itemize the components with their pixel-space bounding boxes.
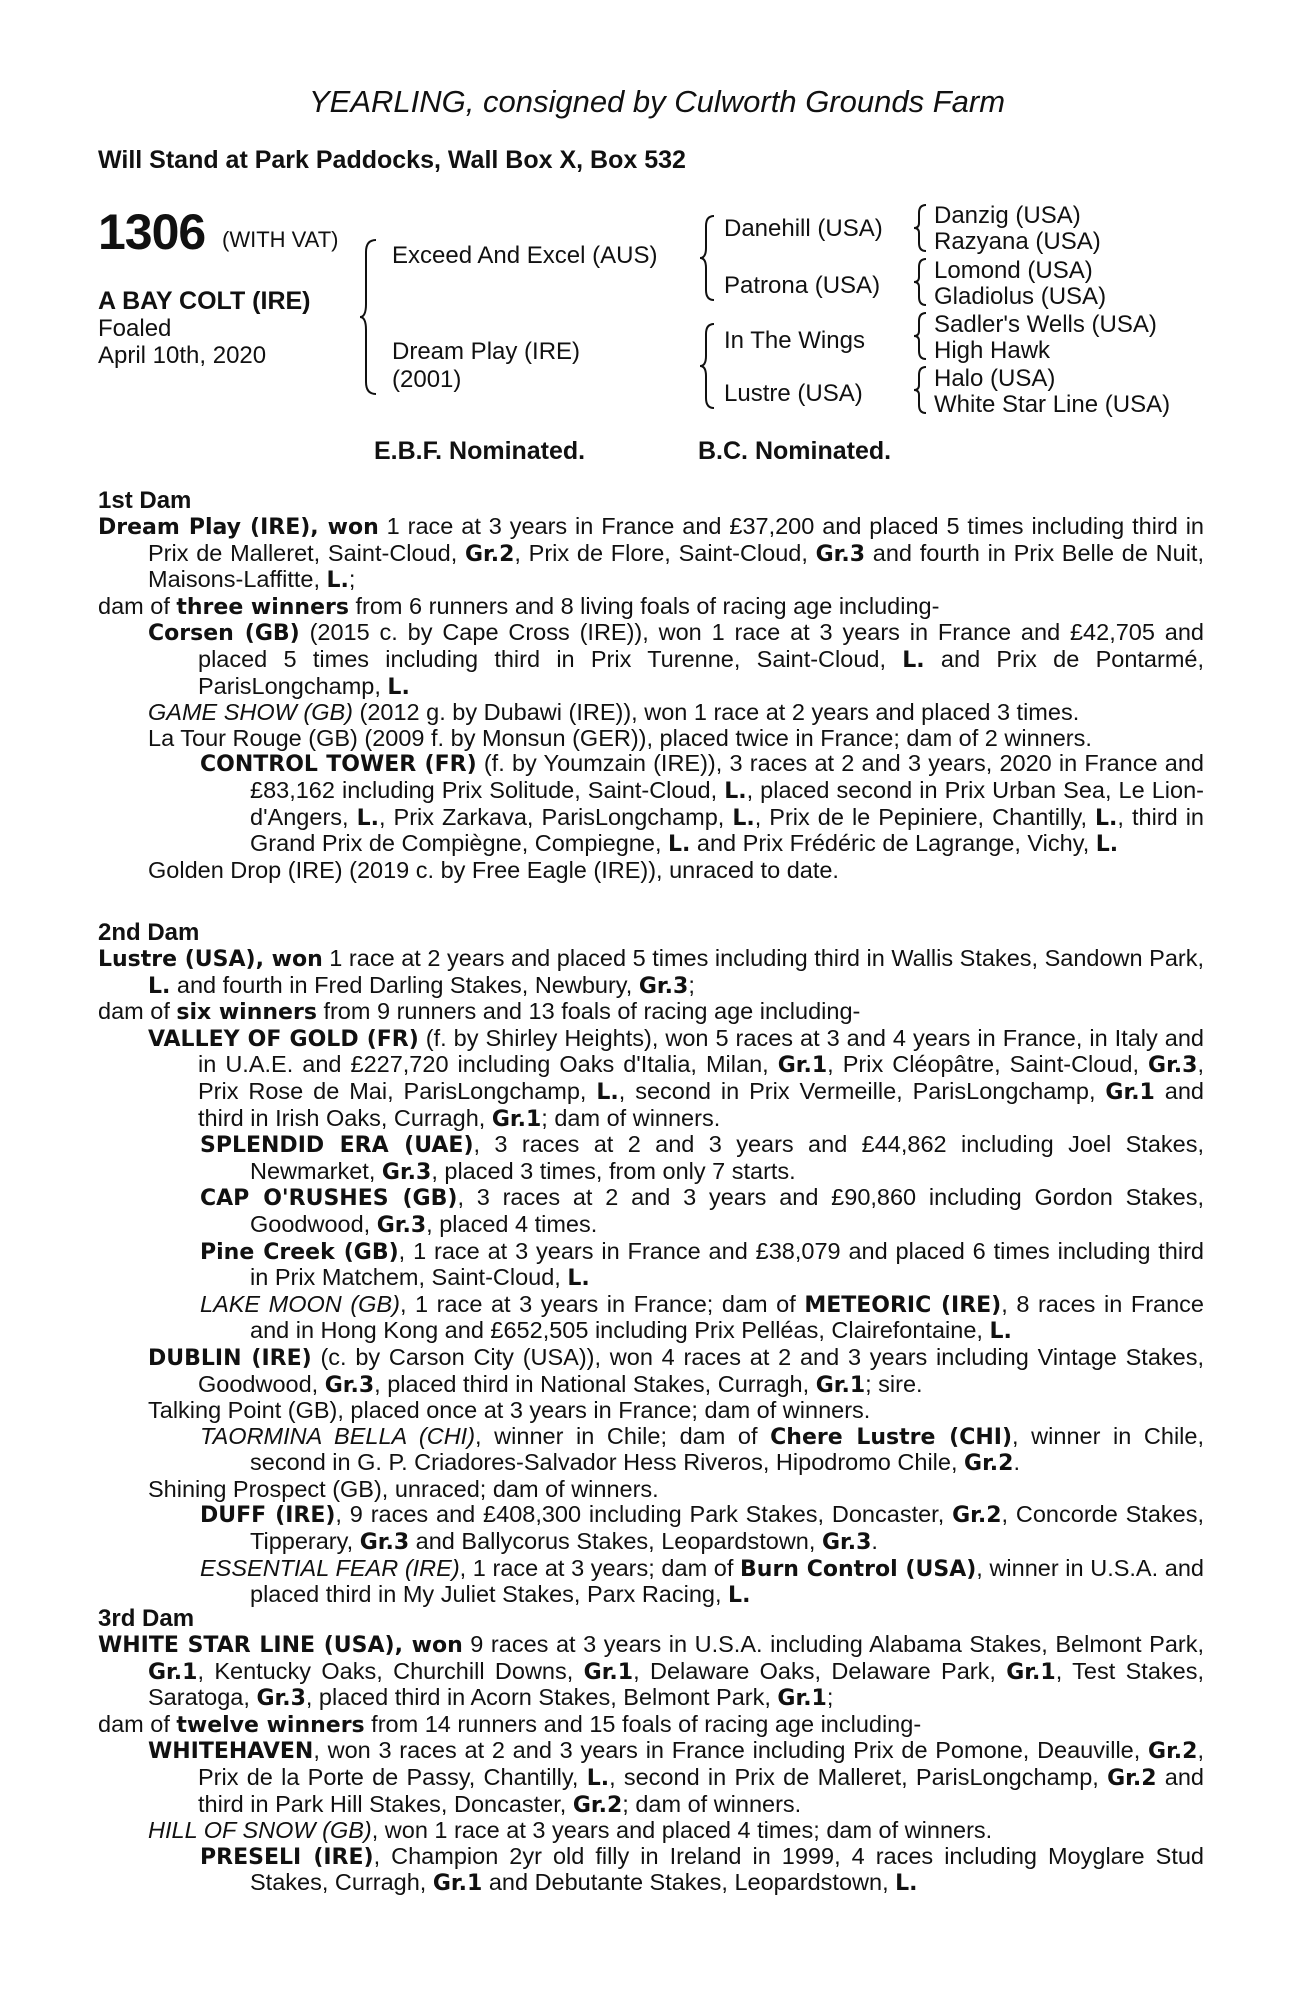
third-dam-record: WHITE STAR LINE (USA), won 9 races at 3 years in U.S.A. including Alabama Stakes, Belmont Park, Gr.1, Kentucky Oaks, Churchill Downs, Gr.1, Delaware Oaks, Delaware Park, Gr.1, Test Stakes, Saratoga, Gr.3, placed third in Acorn Stakes, Belmont Park, Gr.1; — [98, 1631, 1205, 1712]
dam-year: (2001) — [392, 366, 462, 393]
brace-g34 — [912, 257, 930, 307]
first-dam-section — [98, 488, 1204, 883]
produce-dublin: DUBLIN (IRE) (c. by Carson City (USA)), won 4 races at 2 and 3 years including Vintage Stakes, Goodwood, Gr.3, placed third in National Stakes, Curragh, Gr.1; sire. — [148, 1343, 1204, 1398]
foaled-info — [98, 315, 266, 369]
brace-main — [358, 238, 382, 396]
second-dam-heading: 2nd Dam — [98, 919, 200, 946]
ancestor-8: White Star Line (USA) — [934, 391, 1171, 418]
produce-game-show: GAME SHOW (GB) (2012 g. by Dubawi (IRE)), won 1 race at 2 years and placed 3 times. — [148, 699, 1080, 726]
second-dam-section — [98, 920, 1204, 1609]
produce-whitehaven: WHITEHAVEN, won 3 races at 2 and 3 years in France including Prix de Pomone, Deauville, Gr.2, Prix de la Porte de Passy, Chantilly, L., second in Prix de Malleret, ParisLongchamp, Gr.2 and third in Park Hill Stakes, Doncaster, Gr.2; dam of winners. — [148, 1737, 1204, 1818]
produce-control-tower: CONTROL TOWER (FR) (f. by Youmzain (IRE)), 3 races at 2 and 3 years, 2020 in France and £83,162 including Prix Solitude, Saint-Cloud, L., placed second in Prix Urban Sea, Le Lion-d'Angers, L., Prix Zarkava, ParisLongchamp, L., Prix de le Pepiniere, Chantilly, L., third in Grand Prix de Compiègne, Compiegne, L. and Prix Frédéric de Lagrange, Vichy, L. — [200, 750, 1204, 858]
foaled-label: Foaled — [98, 315, 172, 342]
dam-sire: In The Wings — [724, 327, 865, 354]
lot-description: A BAY COLT (IRE) — [98, 287, 311, 315]
produce-valley-of-gold: VALLEY OF GOLD (FR) (f. by Shirley Heights), won 5 races at 3 and 4 years in France, in Italy and in U.A.E. and £227,720 including Oaks d'Italia, Milan, Gr.1, Prix Cléopâtre, Saint-Cloud, Gr.3, Prix Rose de Mai, ParisLongchamp, L., second in Prix Vermeille, ParisLongchamp, Gr.1 and third in Irish Oaks, Curragh, Gr.1; dam of winners. — [148, 1024, 1204, 1132]
vat-note: (WITH VAT) — [222, 227, 339, 252]
sire-sire: Danehill (USA) — [724, 215, 883, 242]
third-dam-heading: 3rd Dam — [98, 1605, 195, 1632]
produce-splendid-era: SPLENDID ERA (UAE), 3 races at 2 and 3 years and £44,862 including Joel Stakes, Newmarket, Gr.3, placed 3 times, from only 7 starts. — [200, 1131, 1204, 1185]
produce-preseli: PRESELI (IRE), Champion 2yr old filly in Ireland in 1999, 4 races including Moyglare Stud Stakes, Curragh, Gr.1 and Debutante Stakes, Leopardstown, L. — [200, 1842, 1204, 1897]
produce-lake-moon: LAKE MOON (GB), 1 race at 3 years in France; dam of METEORIC (IRE), 8 races in France and in Hong Kong and £652,505 including Prix Pelléas, Clairefontaine, L. — [200, 1290, 1204, 1345]
produce-taormina-bella: TAORMINA BELLA (CHI), winner in Chile; dam of Chere Lustre (CHI), winner in Chile, second in G. P. Criadores-Salvador Hess Riveros, Hipodromo Chile, Gr.2. — [200, 1422, 1204, 1477]
dam-dam: Lustre (USA) — [724, 380, 863, 407]
produce-corsen: Corsen (GB) (2015 c. by Cape Cross (IRE)), won 1 race at 3 years in France and £42,705 and placed 5 times including third in Prix Turenne, Saint-Cloud, L. and Prix de Pontarmé, ParisLongchamp, L. — [148, 619, 1204, 700]
brace-dam — [698, 322, 718, 410]
produce-duff: DUFF (IRE), 9 races and £408,300 including Park Stakes, Doncaster, Gr.2, Concorde Stakes, Tipperary, Gr.3 and Ballycorus Stakes, Leopardstown, Gr.3. — [200, 1501, 1204, 1556]
foaled-date: April 10th, 2020 — [98, 342, 267, 369]
catalogue-heading: YEARLING, consigned by Culworth Grounds Farm — [308, 84, 1006, 119]
produce-talking-point: Talking Point (GB), placed once at 3 years in France; dam of winners. — [148, 1397, 871, 1424]
third-dam-produce-summary: dam of twelve winners from 14 runners and 15 foals of racing age including- — [98, 1710, 922, 1738]
dam-name: Dream Play (IRE) — [392, 338, 581, 365]
sire-dam: Patrona (USA) — [724, 272, 881, 299]
produce-shining-prospect: Shining Prospect (GB), unraced; dam of winners. — [148, 1475, 659, 1502]
ancestor-3: Lomond (USA) — [934, 257, 1093, 284]
brace-g78 — [912, 365, 930, 415]
produce-cap-o-rushes: CAP O'RUSHES (GB), 3 races at 2 and 3 years and £90,860 including Gordon Stakes, Goodwood, Gr.3, placed 4 times. — [200, 1184, 1204, 1238]
ancestor-2: Razyana (USA) — [934, 228, 1101, 255]
ancestor-5: Sadler's Wells (USA) — [934, 311, 1157, 338]
third-dam-section — [98, 1606, 1204, 1897]
stand-location: Will Stand at Park Paddocks, Wall Box X, Box 532 — [98, 146, 686, 174]
bc-nomination: B.C. Nominated. — [698, 437, 892, 465]
produce-golden-drop: Golden Drop (IRE) (2019 c. by Free Eagle (IRE)), unraced to date. — [148, 856, 839, 883]
ancestor-4: Gladiolus (USA) — [934, 283, 1107, 310]
lot-number: 1306 — [98, 204, 206, 260]
first-dam-record: Dream Play (IRE), won 1 race at 3 years in France and £37,200 and placed 5 times including third in Prix de Malleret, Saint-Cloud, Gr.2, Prix de Flore, Saint-Cloud, Gr.3 and fourth in Prix Belle de Nuit, Maisons-Laffitte, L.; — [98, 513, 1205, 594]
ancestor-6: High Hawk — [934, 337, 1051, 364]
second-dam-produce-summary: dam of six winners from 9 runners and 13 foals of racing age including- — [98, 998, 861, 1026]
produce-la-tour-rouge: La Tour Rouge (GB) (2009 f. by Monsun (GER)), placed twice in France; dam of 2 winners. — [148, 724, 1092, 751]
brace-sire — [698, 214, 718, 302]
ancestor-1: Danzig (USA) — [934, 202, 1081, 229]
produce-hill-of-snow: HILL OF SNOW (GB), won 1 race at 3 years and placed 4 times; dam of winners. — [148, 1817, 993, 1844]
sire-name: Exceed And Excel (AUS) — [392, 242, 658, 269]
ancestor-7: Halo (USA) — [934, 365, 1056, 392]
ebf-nomination: E.B.F. Nominated. — [374, 437, 586, 465]
produce-pine-creek: Pine Creek (GB), 1 race at 3 years in France and £38,079 and placed 6 times including third in Prix Matchem, Saint-Cloud, L. — [200, 1237, 1204, 1292]
first-dam-heading: 1st Dam — [98, 487, 192, 514]
first-dam-produce-summary: dam of three winners from 6 runners and 8 living foals of racing age including- — [98, 592, 940, 620]
brace-g12 — [912, 203, 930, 253]
brace-g56 — [912, 311, 930, 361]
produce-essential-fear: ESSENTIAL FEAR (IRE), 1 race at 3 years; dam of Burn Control (USA), winner in U.S.A. and placed third in My Juliet Stakes, Parx Racing, L. — [200, 1554, 1204, 1609]
second-dam-record: Lustre (USA), won 1 race at 2 years and placed 5 times including third in Wallis Stakes, Sandown Park, L. and fourth in Fred Darling Stakes, Newbury, Gr.3; — [98, 945, 1204, 999]
